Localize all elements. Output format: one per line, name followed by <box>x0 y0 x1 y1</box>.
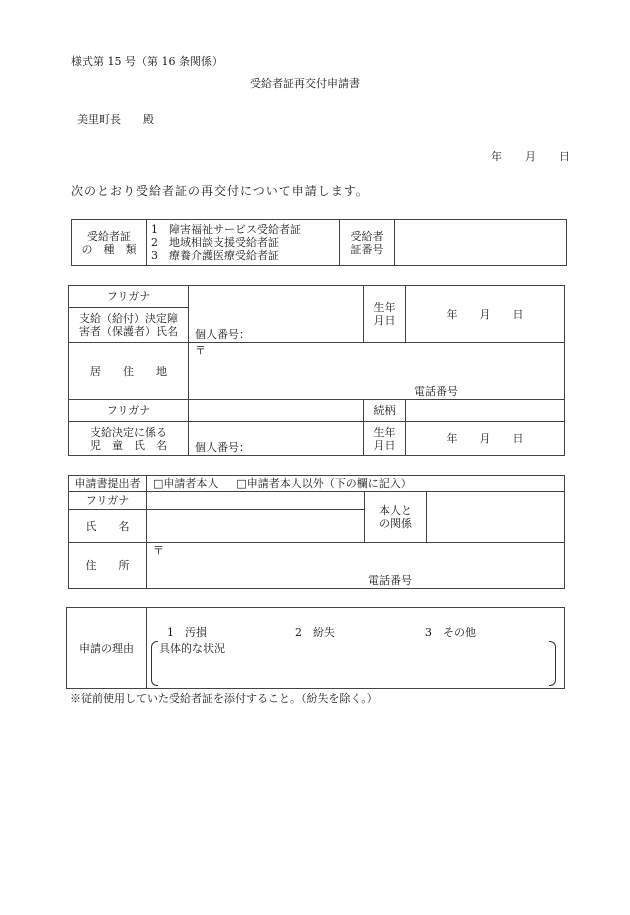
certificate-number-label: 受給者 証番号 <box>340 220 395 266</box>
statement: 次のとおり受給者証の再交付について申請します。 <box>71 184 369 198</box>
submitter-name-field[interactable] <box>147 510 365 543</box>
submitter-label: 申請書提出者 <box>69 476 147 492</box>
relation-field[interactable] <box>406 400 565 422</box>
submitter-phone-label: 電話番号 <box>368 574 412 587</box>
submitter-postal-mark: 〒 <box>153 544 164 557</box>
certificate-type-options[interactable] <box>147 220 340 266</box>
phone-label: 電話番号 <box>414 385 458 398</box>
child-furigana-field[interactable] <box>189 400 364 422</box>
personal-number-label: 個人番号： <box>195 328 250 341</box>
address-label: 居 住 地 <box>69 343 189 400</box>
date-year: 年 <box>491 150 502 163</box>
addressee: 美里町長 殿 <box>77 113 154 126</box>
child-personal-number-label: 個人番号： <box>195 441 250 454</box>
certificate-number-field[interactable] <box>395 220 567 266</box>
certificate-type-table <box>71 219 567 266</box>
relation-to-applicant-field[interactable] <box>427 492 565 543</box>
option-medical-care[interactable]: 3 療養介護医療受給者証 <box>151 249 279 262</box>
child-birth-date-label: 生年 月日 <box>364 422 406 456</box>
child-furigana-label: フリガナ <box>69 400 189 422</box>
date-day: 日 <box>559 150 570 163</box>
footnote: ※従前使用していた受給者証を添付すること。（紛失を除く。） <box>70 692 378 705</box>
submitter-furigana-field[interactable] <box>147 492 365 510</box>
applicant-name-field[interactable] <box>189 286 364 343</box>
submitter-name-label: 氏 名 <box>69 510 147 543</box>
reason-option-other[interactable]: 3 その他 <box>425 626 476 639</box>
child-birth-date-field[interactable]: 年 月 日 <box>406 422 565 456</box>
submitter-options <box>147 476 565 492</box>
child-name-label: 支給決定に係る 児 童 氏 名 <box>69 422 189 456</box>
submitter-address-field[interactable] <box>147 543 565 589</box>
applicant-name-label: 支給（給付）決定障 害者（保護者）氏名 <box>69 308 189 343</box>
submitter-furigana-label: フリガナ <box>69 492 147 510</box>
option-other-checkbox[interactable]: □申請者本人以外（下の欄に記入） <box>236 477 412 490</box>
date-month: 月 <box>525 150 536 163</box>
birth-date-label: 生年 月日 <box>364 286 406 343</box>
relation-to-applicant-label: 本人と の関係 <box>365 492 427 543</box>
option-welfare-service[interactable]: 1 障害福祉サービス受給者証 <box>151 223 301 236</box>
relation-label: 続柄 <box>364 400 406 422</box>
reason-table <box>66 607 565 689</box>
submitter-address-label: 住 所 <box>69 543 147 589</box>
detail-label: 具体的な状況 <box>159 642 225 655</box>
option-self-checkbox[interactable]: □申請者本人 <box>153 477 219 490</box>
postal-mark: 〒 <box>195 344 206 357</box>
detail-bracket-left <box>151 641 158 686</box>
reason-option-soiled[interactable]: 1 汚損 <box>167 626 207 639</box>
submitter-table <box>68 475 565 589</box>
reason-label: 申請の理由 <box>67 608 147 689</box>
child-name-field[interactable] <box>189 422 364 456</box>
birth-date-field[interactable]: 年 月 日 <box>406 286 565 343</box>
address-field[interactable] <box>189 343 565 400</box>
furigana-label: フリガナ <box>69 286 189 308</box>
certificate-type-label: 受給者証 の 種 類 <box>72 220 147 266</box>
reason-option-lost[interactable]: 2 紛失 <box>295 626 335 639</box>
page-title: 受給者証再交付申請書 <box>250 77 360 90</box>
option-community-support[interactable]: 2 地域相談支援受給者証 <box>151 236 279 249</box>
reason-field[interactable] <box>147 608 565 689</box>
form-number: 様式第 15 号（第 16 条関係） <box>71 55 223 68</box>
detail-bracket-right <box>549 641 556 686</box>
applicant-table <box>68 285 565 456</box>
